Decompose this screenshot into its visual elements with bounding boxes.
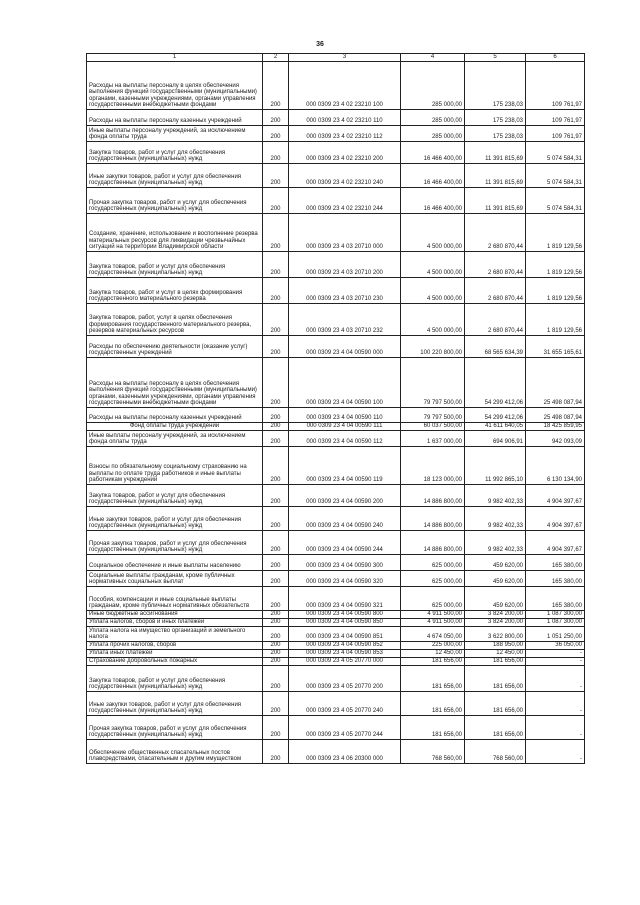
table-row [87, 650, 585, 658]
row-remaining-amount: - [526, 650, 585, 658]
table-row [87, 431, 585, 447]
row-executed-amount: 9 982 402,33 [465, 531, 526, 555]
row-line-code: 200 [263, 252, 289, 278]
table-row [87, 188, 585, 214]
row-classification-code: 000 0309 23 4 04 00590 853 [289, 650, 401, 658]
row-classification-code: 000 0309 23 4 04 00590 000 [289, 336, 401, 358]
table-row [87, 447, 585, 485]
row-name: Закупка товаров, работ и услуг в целях формирования государственного материального резерва [87, 278, 263, 304]
table-row [87, 666, 585, 692]
row-remaining-amount: 1 819 129,56 [526, 278, 585, 304]
row-approved-amount: 768 560,00 [401, 740, 465, 764]
row-name: Уплата прочих налогов, сборов [87, 642, 263, 650]
table-row [87, 619, 585, 627]
row-classification-code: 000 0309 23 4 04 00590 852 [289, 642, 401, 650]
row-line-code: 200 [263, 485, 289, 507]
table-row [87, 142, 585, 164]
row-name: Закупка товаров, работ и услуг для обеспечения государственных (муниципальных) нужд [87, 485, 263, 507]
row-executed-amount: 2 680 870,44 [465, 278, 526, 304]
table-row [87, 716, 585, 740]
row-classification-code: 000 0309 23 4 05 20770 200 [289, 666, 401, 692]
row-remaining-amount: 942 093,09 [526, 431, 585, 447]
row-line-code: 200 [263, 627, 289, 642]
row-executed-amount: 3 622 800,00 [465, 627, 526, 642]
row-approved-amount: 4 911 500,00 [401, 611, 465, 619]
row-remaining-amount: 1 051 250,00 [526, 627, 585, 642]
row-classification-code: 000 0309 23 4 03 20710 200 [289, 252, 401, 278]
row-approved-amount: 285 000,00 [401, 126, 465, 142]
row-line-code: 200 [263, 666, 289, 692]
row-remaining-amount: 4 904 397,67 [526, 507, 585, 531]
row-remaining-amount: 25 498 087,94 [526, 408, 585, 423]
row-name: Расходы по обеспечению деятельности (оказание услуг) государственных учреждений [87, 336, 263, 358]
row-approved-amount: 60 037 500,00 [401, 423, 465, 431]
row-executed-amount: 459 620,00 [465, 571, 526, 587]
table-row [87, 126, 585, 142]
row-name: Закупка товаров, работ, услуг в целях обеспечения формирования государственного материального резерва, резервов материальных ресурсов [87, 304, 263, 336]
row-approved-amount: 181 656,00 [401, 658, 465, 666]
row-remaining-amount: 36 050,00 [526, 642, 585, 650]
row-executed-amount: 768 560,00 [465, 740, 526, 764]
row-name: Уплата иных платежей [87, 650, 263, 658]
row-name: Иные выплаты персоналу учреждений, за исключением фонда оплаты труда [87, 431, 263, 447]
row-line-code: 200 [263, 619, 289, 627]
row-classification-code: 000 0309 23 4 04 00590 851 [289, 627, 401, 642]
row-executed-amount: 68 565 634,39 [465, 336, 526, 358]
row-remaining-amount: - [526, 692, 585, 716]
row-approved-amount: 100 220 800,00 [401, 336, 465, 358]
row-line-code: 200 [263, 431, 289, 447]
row-approved-amount: 181 656,00 [401, 666, 465, 692]
row-classification-code: 000 0309 23 4 03 20710 230 [289, 278, 401, 304]
row-remaining-amount: 1 087 300,00 [526, 611, 585, 619]
row-executed-amount: 11 391 815,69 [465, 188, 526, 214]
row-line-code: 200 [263, 188, 289, 214]
row-remaining-amount: - [526, 658, 585, 666]
row-line-code: 200 [263, 278, 289, 304]
row-name: Расходы на выплаты персоналу казенных учреждений [87, 408, 263, 423]
column-header-2: 2 [263, 54, 289, 62]
row-approved-amount: 4 500 000,00 [401, 214, 465, 252]
row-executed-amount: 9 982 402,33 [465, 485, 526, 507]
row-remaining-amount: 18 425 859,95 [526, 423, 585, 431]
table-row [87, 587, 585, 611]
row-approved-amount: 4 674 050,00 [401, 627, 465, 642]
row-line-code: 200 [263, 740, 289, 764]
row-classification-code: 000 0309 23 4 04 00590 320 [289, 571, 401, 587]
table-row [87, 278, 585, 304]
row-name: Закупка товаров, работ и услуг для обеспечения государственных (муниципальных) нужд [87, 142, 263, 164]
row-line-code: 200 [263, 142, 289, 164]
row-executed-amount: 2 680 870,44 [465, 214, 526, 252]
row-line-code: 200 [263, 408, 289, 423]
row-line-code: 200 [263, 304, 289, 336]
column-header-4: 4 [401, 54, 465, 62]
row-executed-amount: 2 680 870,44 [465, 304, 526, 336]
row-remaining-amount: 4 904 397,67 [526, 485, 585, 507]
row-approved-amount: 12 450,00 [401, 650, 465, 658]
row-executed-amount: 11 992 865,10 [465, 447, 526, 485]
row-executed-amount: 694 906,91 [465, 431, 526, 447]
table-row [87, 692, 585, 716]
table-row [87, 642, 585, 650]
row-remaining-amount: 1 819 129,56 [526, 304, 585, 336]
table-row [87, 110, 585, 126]
row-line-code: 200 [263, 336, 289, 358]
row-line-code: 200 [263, 423, 289, 431]
row-approved-amount: 16 466 400,00 [401, 142, 465, 164]
table-row [87, 252, 585, 278]
row-remaining-amount: 31 655 165,61 [526, 336, 585, 358]
column-header-5: 5 [465, 54, 526, 62]
row-remaining-amount: 5 074 584,31 [526, 164, 585, 188]
table-row [87, 507, 585, 531]
page-number: 36 [316, 41, 324, 48]
row-classification-code: 000 0309 23 4 02 23210 100 [289, 62, 401, 110]
table-row [87, 408, 585, 423]
row-name: Фонд оплаты труда учреждений [87, 423, 263, 431]
row-remaining-amount: 5 074 584,31 [526, 142, 585, 164]
row-remaining-amount: 1 819 129,56 [526, 252, 585, 278]
row-name: Иные закупки товаров, работ и услуг для обеспечения государственных (муниципальных) нужд [87, 507, 263, 531]
row-line-code: 200 [263, 587, 289, 611]
row-remaining-amount: 165 380,00 [526, 555, 585, 571]
table-row [87, 304, 585, 336]
row-line-code: 200 [263, 642, 289, 650]
table-row [87, 423, 585, 431]
row-line-code: 200 [263, 447, 289, 485]
row-executed-amount: 188 950,00 [465, 642, 526, 650]
row-executed-amount: 12 450,00 [465, 650, 526, 658]
row-remaining-amount: 5 074 584,31 [526, 188, 585, 214]
row-line-code: 200 [263, 110, 289, 126]
row-classification-code: 000 0309 23 4 04 00590 110 [289, 408, 401, 423]
row-executed-amount: 2 680 870,44 [465, 252, 526, 278]
row-name: Иные закупки товаров, работ и услуг для обеспечения государственных (муниципальных) нужд [87, 164, 263, 188]
table-header-row [87, 54, 585, 62]
row-remaining-amount: 25 498 087,94 [526, 358, 585, 408]
row-classification-code: 000 0309 23 4 05 20770 240 [289, 692, 401, 716]
row-line-code: 200 [263, 531, 289, 555]
table-row [87, 658, 585, 666]
row-executed-amount: 181 656,00 [465, 716, 526, 740]
row-line-code: 200 [263, 611, 289, 619]
row-approved-amount: 16 466 400,00 [401, 188, 465, 214]
table-row [87, 214, 585, 252]
row-approved-amount: 79 797 500,00 [401, 408, 465, 423]
row-remaining-amount: - [526, 716, 585, 740]
row-line-code: 200 [263, 358, 289, 408]
row-name: Страхование добровольных пожарных [87, 658, 263, 666]
row-name: Расходы на выплаты персоналу в целях обеспечения выполнения функций государственными (муниципальными) органами, казенными учреждениями, органами управления государственными внебюджетными фондами [87, 62, 263, 110]
row-classification-code: 000 0309 23 4 02 23210 110 [289, 110, 401, 126]
row-classification-code: 000 0309 23 4 04 00590 119 [289, 447, 401, 485]
row-classification-code: 000 0309 23 4 04 00590 321 [289, 587, 401, 611]
row-name: Иные бюджетные ассигнования [87, 611, 263, 619]
row-name: Закупка товаров, работ и услуг для обеспечения государственных (муниципальных) нужд [87, 666, 263, 692]
row-classification-code: 000 0309 23 4 02 23210 244 [289, 188, 401, 214]
row-remaining-amount: - [526, 666, 585, 692]
row-name: Прочая закупка товаров, работ и услуг для обеспечения государственных (муниципальных) нужд [87, 188, 263, 214]
row-classification-code: 000 0309 23 4 04 00590 200 [289, 485, 401, 507]
row-approved-amount: 4 500 000,00 [401, 278, 465, 304]
table-row [87, 571, 585, 587]
row-name: Создание, хранение, использование и восполнение резерва материальных ресурсов для ликвидации чрезвычайных ситуаций на территории Владимирской области [87, 214, 263, 252]
row-executed-amount: 54 299 412,06 [465, 358, 526, 408]
budget-execution-table [86, 53, 585, 764]
row-remaining-amount: 1 087 300,00 [526, 619, 585, 627]
row-remaining-amount: 1 819 129,56 [526, 214, 585, 252]
row-classification-code: 000 0309 23 4 05 20770 244 [289, 716, 401, 740]
row-approved-amount: 225 000,00 [401, 642, 465, 650]
row-executed-amount: 175 238,03 [465, 62, 526, 110]
row-approved-amount: 625 000,00 [401, 587, 465, 611]
row-name: Уплата налогов, сборов и иных платежей [87, 619, 263, 627]
row-classification-code: 000 0309 23 4 04 00590 300 [289, 555, 401, 571]
row-executed-amount: 175 238,03 [465, 110, 526, 126]
row-executed-amount: 459 620,00 [465, 555, 526, 571]
row-classification-code: 000 0309 23 4 04 00590 240 [289, 507, 401, 531]
table-row [87, 531, 585, 555]
column-header-3: 3 [289, 54, 401, 62]
row-name: Прочая закупка товаров, работ и услуг для обеспечения государственных (муниципальных) нужд [87, 716, 263, 740]
row-remaining-amount: 109 761,97 [526, 62, 585, 110]
row-line-code: 200 [263, 692, 289, 716]
row-approved-amount: 79 797 500,00 [401, 358, 465, 408]
row-name: Уплата налога на имущество организаций и земельного налога [87, 627, 263, 642]
row-approved-amount: 285 000,00 [401, 62, 465, 110]
row-executed-amount: 11 391 815,69 [465, 142, 526, 164]
row-remaining-amount: 109 761,97 [526, 110, 585, 126]
table-row [87, 627, 585, 642]
row-name: Социальные выплаты гражданам, кроме публичных нормативных социальных выплат [87, 571, 263, 587]
row-classification-code: 000 0309 23 4 04 00590 244 [289, 531, 401, 555]
table-row [87, 336, 585, 358]
row-name: Обеспечение общественных спасательных постов плавсредствами, спасательным и другим имуществом [87, 740, 263, 764]
row-line-code: 200 [263, 716, 289, 740]
row-classification-code: 000 0309 23 4 03 20710 000 [289, 214, 401, 252]
row-remaining-amount: 165 380,00 [526, 587, 585, 611]
row-line-code: 200 [263, 214, 289, 252]
row-executed-amount: 54 299 412,06 [465, 408, 526, 423]
row-classification-code: 000 0309 23 4 04 00590 850 [289, 619, 401, 627]
row-name: Расходы на выплаты персоналу в целях обеспечения выполнения функций государственными (муниципальными) органами, казенными учреждениями, органами управления государственными внебюджетными фондами [87, 358, 263, 408]
table-body [87, 62, 585, 764]
table-row [87, 164, 585, 188]
table-row [87, 555, 585, 571]
row-remaining-amount: 4 904 397,67 [526, 531, 585, 555]
row-executed-amount: 181 656,00 [465, 658, 526, 666]
row-line-code: 200 [263, 62, 289, 110]
row-classification-code: 000 0309 23 4 06 20300 000 [289, 740, 401, 764]
row-name: Прочая закупка товаров, работ и услуг для обеспечения государственных (муниципальных) нужд [87, 531, 263, 555]
row-line-code: 200 [263, 164, 289, 188]
row-classification-code: 000 0309 23 4 03 20710 232 [289, 304, 401, 336]
row-classification-code: 000 0309 23 4 05 20770 000 [289, 658, 401, 666]
row-executed-amount: 9 982 402,33 [465, 507, 526, 531]
table-row [87, 740, 585, 764]
table-row [87, 611, 585, 619]
row-line-code: 200 [263, 507, 289, 531]
row-classification-code: 000 0309 23 4 04 00590 800 [289, 611, 401, 619]
row-line-code: 200 [263, 650, 289, 658]
row-approved-amount: 1 637 000,00 [401, 431, 465, 447]
row-classification-code: 000 0309 23 4 02 23210 112 [289, 126, 401, 142]
row-approved-amount: 285 000,00 [401, 110, 465, 126]
row-executed-amount: 3 824 200,00 [465, 619, 526, 627]
row-name: Закупка товаров, работ и услуг для обеспечения государственных (муниципальных) нужд [87, 252, 263, 278]
row-line-code: 200 [263, 571, 289, 587]
row-executed-amount: 41 611 640,05 [465, 423, 526, 431]
row-name: Социальное обеспечение и иные выплаты населению [87, 555, 263, 571]
row-approved-amount: 14 886 800,00 [401, 531, 465, 555]
row-line-code: 200 [263, 658, 289, 666]
column-header-1: 1 [87, 54, 263, 62]
table-row [87, 485, 585, 507]
row-classification-code: 000 0309 23 4 02 23210 200 [289, 142, 401, 164]
column-header-6: 6 [526, 54, 585, 62]
row-executed-amount: 175 238,03 [465, 126, 526, 142]
row-approved-amount: 18 123 000,00 [401, 447, 465, 485]
row-approved-amount: 4 911 500,00 [401, 619, 465, 627]
table-row [87, 358, 585, 408]
row-executed-amount: 459 620,00 [465, 587, 526, 611]
row-executed-amount: 11 391 815,69 [465, 164, 526, 188]
row-executed-amount: 181 656,00 [465, 692, 526, 716]
row-remaining-amount: - [526, 740, 585, 764]
row-executed-amount: 3 824 200,00 [465, 611, 526, 619]
row-approved-amount: 14 886 800,00 [401, 507, 465, 531]
table-row [87, 62, 585, 110]
row-approved-amount: 181 656,00 [401, 692, 465, 716]
row-name: Взносы по обязательному социальному страхованию на выплаты по оплате труда работников и иные выплаты работникам учреждений [87, 447, 263, 485]
row-classification-code: 000 0309 23 4 04 00590 112 [289, 431, 401, 447]
row-approved-amount: 4 500 000,00 [401, 252, 465, 278]
row-classification-code: 000 0309 23 4 04 00590 100 [289, 358, 401, 408]
row-name: Расходы на выплаты персоналу казенных учреждений [87, 110, 263, 126]
row-approved-amount: 181 656,00 [401, 716, 465, 740]
row-approved-amount: 14 886 800,00 [401, 485, 465, 507]
row-name: Пособия, компенсации и иные социальные выплаты гражданам, кроме публичных нормативных обязательств [87, 587, 263, 611]
row-line-code: 200 [263, 555, 289, 571]
row-remaining-amount: 165 380,00 [526, 571, 585, 587]
row-approved-amount: 625 000,00 [401, 571, 465, 587]
row-approved-amount: 625 000,00 [401, 555, 465, 571]
row-remaining-amount: 6 130 134,90 [526, 447, 585, 485]
row-classification-code: 000 0309 23 4 02 23210 240 [289, 164, 401, 188]
row-line-code: 200 [263, 126, 289, 142]
row-approved-amount: 4 500 000,00 [401, 304, 465, 336]
row-name: Иные закупки товаров, работ и услуг для обеспечения государственных (муниципальных) нужд [87, 692, 263, 716]
row-executed-amount: 181 656,00 [465, 666, 526, 692]
row-name: Иные выплаты персоналу учреждений, за исключением фонда оплаты труда [87, 126, 263, 142]
row-remaining-amount: 109 761,97 [526, 126, 585, 142]
row-classification-code: 000 0309 23 4 04 00590 111 [289, 423, 401, 431]
row-approved-amount: 16 466 400,00 [401, 164, 465, 188]
